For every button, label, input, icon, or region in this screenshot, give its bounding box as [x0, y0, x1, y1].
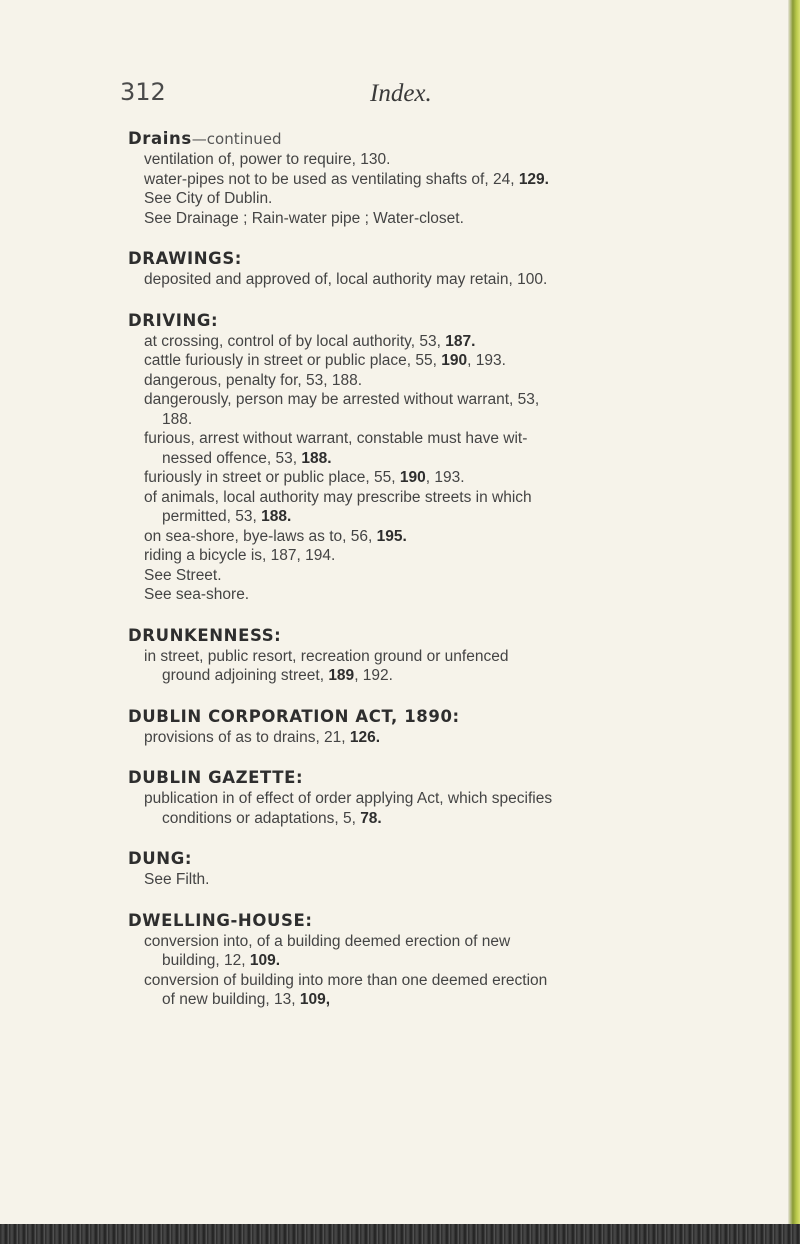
entry-line — [128, 566, 748, 586]
entry-text: at crossing, control of by local authority, 53, — [144, 332, 446, 350]
entry-text: permitted, 53, — [162, 508, 262, 525]
entry-heading — [128, 625, 748, 647]
entry-line — [128, 870, 748, 890]
entry-text: See Filth. — [144, 871, 210, 888]
entry-line — [128, 332, 748, 352]
entry-line — [128, 189, 748, 209]
entry-line — [128, 728, 748, 748]
entry-text: nessed offence, 53, — [162, 449, 302, 467]
entry-line — [128, 488, 748, 527]
entry-heading-text: DWELLING-HOUSE: — [128, 910, 313, 930]
entry-line — [128, 789, 748, 828]
page-edge-bottom — [0, 1224, 800, 1244]
entry-text: furiously in street or public place, 55, — [144, 469, 400, 486]
page-ref-bold: 195. — [376, 527, 407, 545]
index-entry — [128, 128, 748, 228]
index-entry — [128, 625, 748, 686]
entry-heading — [128, 848, 748, 870]
entry-text: riding a bicycle is, 187, 194. — [144, 547, 336, 564]
entry-text: of new building, 13, — [162, 991, 300, 1008]
entry-heading-text: DRIVING: — [128, 310, 219, 330]
entry-line — [128, 527, 748, 547]
page-ref-bold: 190 — [441, 352, 468, 369]
entry-text: provisions of as to drains, 21, — [144, 728, 350, 746]
entry-heading-text: DUBLIN GAZETTE: — [128, 768, 304, 787]
entry-text: See Drainage ; Rain-water pipe ; Water-closet. — [144, 209, 464, 227]
page-ref-bold: 187. — [445, 332, 476, 350]
entry-line — [128, 390, 748, 429]
entry-line — [128, 150, 748, 170]
index-entry — [128, 767, 748, 828]
page-edge-right — [788, 0, 800, 1244]
entry-line — [128, 209, 748, 229]
entry-line — [128, 468, 748, 488]
entry-text: See City of Dublin. — [144, 190, 273, 207]
entry-line — [128, 932, 748, 971]
entry-text: , 193. — [467, 352, 506, 369]
entry-heading-text: Drains — [128, 129, 192, 148]
entry-heading — [128, 706, 748, 728]
entry-line — [128, 371, 748, 391]
entry-text: dangerous, penalty for, 53, 188. — [144, 371, 363, 389]
entry-line — [128, 647, 748, 686]
index-entry — [128, 848, 748, 890]
entry-text: on sea-shore, bye-laws as to, 56, — [144, 527, 377, 545]
entry-text: ventilation of, power to require, 130. — [144, 151, 391, 168]
entry-line — [128, 270, 748, 290]
entry-text: building, 12, — [162, 952, 250, 969]
entry-text: in street, public resort, recreation ground or unfenced — [144, 647, 509, 665]
entry-line — [128, 170, 748, 190]
index-content — [128, 128, 748, 1030]
entry-text: See Street. — [144, 566, 222, 584]
running-head: Index. — [370, 80, 432, 107]
entry-text: conversion of building into more than one deemed erection — [144, 971, 548, 989]
page-ref-bold: 189 — [328, 667, 355, 684]
page-ref-bold: 129. — [518, 170, 549, 188]
entry-line — [128, 971, 748, 1010]
continued-label: —continued — [191, 130, 282, 148]
entry-heading — [128, 310, 748, 332]
entry-text: conditions or adaptations, 5, — [162, 809, 361, 827]
entry-text: furious, arrest without warrant, constable must have wit- — [144, 430, 528, 447]
entry-text: 188. — [162, 410, 193, 428]
page-ref-bold: 190 — [399, 469, 426, 486]
entry-heading-text: DRAWINGS: — [128, 249, 243, 268]
page-ref-bold: 126. — [349, 728, 381, 746]
entry-line — [128, 585, 748, 605]
index-entry — [128, 706, 748, 748]
entry-heading-text: DRUNKENNESS: — [128, 625, 282, 645]
entry-line — [128, 351, 748, 371]
entry-heading — [128, 128, 748, 150]
entry-text: publication in of effect of order applying Act, which specifies — [144, 790, 553, 807]
page-ref-bold: 78. — [360, 809, 382, 827]
entry-text: dangerously, person may be arrested without warrant, 53, — [144, 391, 540, 408]
entry-heading — [128, 248, 748, 270]
entry-text: See sea-shore. — [144, 586, 250, 603]
page-ref-bold: 188. — [301, 449, 332, 467]
entry-text: cattle furiously in street or public place, 55, — [144, 352, 442, 369]
entry-heading — [128, 910, 748, 932]
page-ref-bold: 109. — [249, 952, 281, 969]
entry-text: water-pipes not to be used as ventilating shafts of, 24, — [144, 170, 519, 188]
index-entry — [128, 910, 748, 1010]
entry-text: conversion into, of a building deemed erection of new — [144, 932, 511, 950]
entry-heading-text: DUNG: — [128, 849, 193, 868]
page-number: 312 — [120, 78, 166, 106]
index-entry — [128, 310, 748, 605]
entry-text: deposited and approved of, local authority may retain, 100. — [144, 271, 548, 288]
entry-text: ground adjoining street, — [162, 667, 329, 684]
entry-heading — [128, 767, 748, 789]
entry-heading-text: DUBLIN CORPORATION ACT, 1890: — [128, 706, 460, 726]
entry-text: , 192. — [354, 667, 393, 684]
page-ref-bold: 109, — [299, 991, 331, 1008]
entry-text: of animals, local authority may prescribe streets in which — [144, 488, 532, 506]
entry-text: , 193. — [425, 469, 465, 486]
entry-line — [128, 429, 748, 468]
page-ref-bold: 188. — [261, 508, 292, 525]
index-entry — [128, 248, 748, 290]
page-header — [120, 78, 680, 118]
entry-line — [128, 546, 748, 566]
